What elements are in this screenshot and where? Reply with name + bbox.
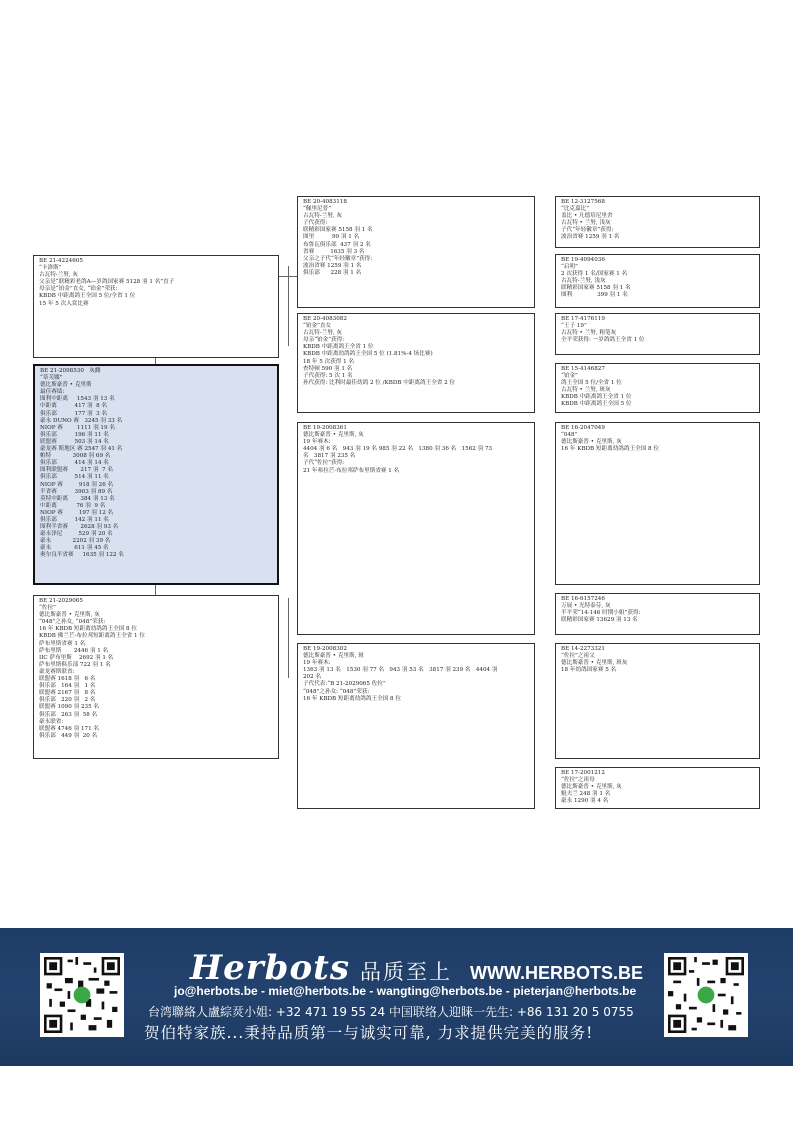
- pedigree-dsd-box: [555, 593, 760, 635]
- pedigree-line: 德比斯豪普 • 克里斯, 灰: [39, 612, 100, 619]
- pedigree-line: 图利 399 羽 1 名: [561, 292, 628, 299]
- pedigree-line: 图里 99 羽 1 名: [303, 234, 360, 241]
- pedigree-line: BE 19-2008361: [303, 425, 347, 431]
- pedigree-line: “王子 19”: [561, 323, 587, 330]
- contact-phones: 台湾聯絡人盧綜烎小姐: +32 471 19 55 24 中国联络人迎睐一先生: +86 131 20 5 0755: [148, 1005, 634, 1019]
- website-link[interactable]: WWW.HERBOTS.BE: [469, 963, 643, 983]
- pedigree-line: 波治省赛 1259 羽 1 名: [561, 234, 620, 241]
- pedigree-line: BE 12-3127568: [561, 199, 605, 205]
- pedigree-line: 萨布里斯省赛 1 名: [39, 640, 86, 647]
- pedigree-line: 联盟赛 1618 羽 6 名: [39, 676, 96, 683]
- pedigree-line: “佐拉”之祖母: [561, 777, 595, 784]
- pedigree-sire-box: [33, 255, 279, 358]
- pedigree-line: 俱乐部 164 羽 1 名: [39, 683, 96, 690]
- pedigree-line: KBDB 中距离幼鸽鸽王全国 5 位 (1.81%-4 场比赛): [303, 351, 433, 358]
- pedigree-line: “卡洛斯”: [39, 265, 62, 272]
- pedigree-line: 中距离 417 羽 8 名: [40, 403, 108, 410]
- pedigree-line: 子代获得: 5 次 1 名: [303, 372, 353, 379]
- pedigree-line: 2 次获得 1 名/国家赛 1 名: [561, 271, 628, 278]
- pedigree-line: BE 21-2098530 灰雌: [40, 368, 101, 374]
- pedigree-dss-box: [555, 422, 760, 585]
- pedigree-line: BE 19-2008302: [303, 646, 347, 652]
- pedigree-line: “启明”: [561, 264, 578, 271]
- pedigree-line: 子代“年轻徽章”获得:: [561, 227, 614, 234]
- pedigree-line: KBDB 中距离鸽王全省 1 位: [303, 344, 374, 351]
- pedigree-line: 波治省赛 1259 羽 1 名: [303, 262, 362, 269]
- pedigree-line: “048”之孙女, “048”荣获:: [39, 619, 106, 626]
- pedigree-sire-dam-box: [297, 313, 535, 413]
- pedigree-line: 古瓦特 • 兰努, 粗笔灰: [561, 330, 617, 337]
- qr-pattern-left: [44, 957, 120, 1033]
- pedigree-dam-sire-box: [297, 422, 535, 635]
- pedigree-ssd-box: [555, 254, 760, 308]
- pedigree-line: 俱乐部 263 羽 58 名: [39, 711, 98, 718]
- pedigree-line: “048”之孙女: “048”荣获:: [303, 688, 370, 695]
- pedigree-line: 孙代获得: 比利时最佳幼鸽 2 位 /KBDB 中距离鸽王全省 2 位: [303, 379, 456, 386]
- pedigree-line: 万展 • 光特泰芬, 灰: [561, 603, 611, 610]
- pedigree-line: BE 17-4176119: [561, 316, 605, 322]
- pedigree-line: 俱乐部 228 羽 1 名: [303, 269, 362, 276]
- pedigree-line: NIOP 赛 918 羽 26 名: [40, 481, 114, 488]
- pedigree-line: BE 21-2029065: [39, 598, 83, 604]
- pedigree-line: 最佳赛绩:: [40, 389, 65, 396]
- pedigree-line: 202 名: [303, 674, 322, 681]
- brand-row: [190, 948, 643, 988]
- pedigree-line: 古瓦特 • 兰努, 浅灰: [561, 220, 611, 227]
- pedigree-line: 古瓦特-兰努, 浅灰: [561, 278, 606, 285]
- pedigree-line: BE 17-2001212: [561, 770, 605, 776]
- pedigree-line: NIOP 赛 1111 羽 19 名: [40, 424, 115, 431]
- pedigree-line: KBDB 中距离鸽王全国 5 位/全省 1 位: [39, 293, 136, 300]
- pedigree-line: 半平荣“14-146 时期小姐”获得:: [561, 610, 641, 617]
- pedigree-line: 省赛 1635 羽 3 名: [303, 248, 365, 255]
- pedigree-line: 德比斯豪普 • 克里斯, 灰: [303, 432, 364, 439]
- pedigree-line: BE 15-4146827: [561, 366, 605, 372]
- pedigree-line: 子代获得:: [303, 220, 328, 227]
- connector-dam-vertical: [288, 598, 289, 678]
- pedigree-line: 豪永联省:: [39, 718, 64, 725]
- pedigree-line: 德比斯豪普 • 克里斯: [40, 382, 92, 389]
- pedigree-line: IIC 萨布里斯 2692 羽 1 名: [39, 654, 114, 661]
- connector-sire-vertical: [288, 266, 289, 346]
- pedigree-dam-box: [33, 595, 279, 759]
- pedigree-sire-sire-box: [297, 196, 535, 308]
- pedigree-line: 联盟赛 1090 羽 235 名: [39, 704, 99, 711]
- pedigree-line: 古瓦特 • 兰努, 斑灰: [561, 387, 611, 394]
- pedigree-line: BE 20-4083118: [303, 199, 347, 205]
- herbots-logo: Herbots: [190, 948, 350, 988]
- pedigree-line: 16 年 KBDB 短距离幼鸽鸽王全国 8 位: [303, 695, 401, 702]
- footer-tagline: 贺伯特家族...秉持品质第一与诚实可靠, 力求提供完美的服务!: [144, 1024, 594, 1042]
- pedigree-line: 父亲是“联精彩老鸽A—岁鸽国家赛 5128 羽 1 名”直子: [39, 279, 175, 286]
- pedigree-line: 萨布里斯 2446 羽 1 名: [39, 647, 109, 654]
- pedigree-line: 古瓦特-兰努, 灰: [303, 213, 343, 220]
- pedigree-line: 子代“佐拉”获得:: [303, 460, 345, 467]
- pedigree-sds-box: [555, 313, 760, 355]
- pedigree-line: 图利联盟赛 217 羽 7 名: [40, 467, 113, 474]
- pedigree-line: 俱乐部 220 羽 2 名: [39, 697, 96, 704]
- pedigree-line: 母亲是“铂金”直女, “铂金”荣获:: [39, 286, 118, 293]
- pedigree-line: 德比斯豪普 • 克里斯, 灰: [561, 439, 622, 446]
- pedigree-line: “比克嘉比”: [561, 206, 590, 213]
- pedigree-line: 豪永 611 羽 45 名: [40, 545, 109, 552]
- pedigree-line: 联精彩国家赛 5158 羽 1 名: [561, 285, 631, 292]
- pedigree-dds-box: [555, 643, 760, 759]
- pedigree-line: “佩里尼普”: [303, 206, 332, 213]
- pedigree-line: 豪龙赛斯联省:: [39, 668, 75, 675]
- pedigree-line: KBDB 中距离鸽王全国 5 位: [561, 401, 632, 408]
- pedigree-line: 帕特 3008 羽 69 名: [40, 453, 111, 460]
- pedigree-line: 查特顿 590 羽 1 名: [303, 365, 353, 372]
- wechat-icon: [698, 987, 715, 1004]
- pedigree-line: 德比斯豪普 • 克里斯, 灰: [561, 784, 622, 791]
- pedigree-line: 18 年 5 次获得 1 名: [303, 358, 355, 365]
- pedigree-line: NIOP 赛 197 羽 12 名: [40, 509, 114, 516]
- pedigree-line: BE 20-4083082: [303, 316, 347, 322]
- pedigree-line: 父亲之子代“年轻徽章”获得:: [303, 255, 373, 262]
- pedigree-line: 中距离 76 羽 9 名: [40, 502, 106, 509]
- pedigree-line: 联精彩国家赛 13629 羽 13 名: [561, 617, 638, 624]
- pedigree-line: 古瓦特-兰努, 灰: [303, 330, 343, 337]
- pedigree-line: 联盟赛 4746 羽 171 名: [39, 725, 99, 732]
- pedigree-line: 俱乐部 414 羽 14 名: [40, 460, 109, 467]
- qr-code-right[interactable]: [664, 953, 748, 1037]
- pedigree-line: 俱乐部 514 羽 11 名: [40, 474, 109, 481]
- pedigree-sss-box: [555, 196, 760, 248]
- pedigree-line: BE 16-2047049: [561, 425, 605, 431]
- pedigree-line: KBDB 佛兰芒-布拉邦短距离鸽王全省 1 位: [39, 633, 145, 640]
- pedigree-line: “佐拉”之祖父: [561, 653, 595, 660]
- brand-slogan: 品质至上: [359, 960, 452, 984]
- contact-emails[interactable]: jo@herbots.be - miet@herbots.be - wangting@herbots.be - pieterjan@herbots.be: [174, 984, 637, 998]
- pedigree-line: 豪龙赛 斯地区 赛 2547 羽 41 名: [40, 446, 123, 453]
- pedigree-line: 德比斯豪普 • 克里斯, 斑灰: [561, 660, 628, 667]
- pedigree-line: 15 年 5 次入赏比赛: [39, 300, 89, 307]
- pedigree-ddd-box: [555, 767, 760, 809]
- qr-pattern-right: [668, 957, 744, 1033]
- pedigree-line: 18 年幼鸽国家赛 5 名: [561, 667, 617, 674]
- pedigree-line: 俱乐部 142 羽 11 名: [40, 516, 109, 523]
- pedigree-line: 全平荣获得: 一岁鸽鸽王全省 1 位: [561, 337, 645, 344]
- pedigree-line: 鸽王全国 5 位/全省 1 位: [561, 380, 622, 387]
- pedigree-line: 联精彩国家赛 5158 羽 1 名: [303, 227, 373, 234]
- pedigree-line: “铂金”直女: [303, 323, 332, 330]
- pedigree-line: BE 16-6157246: [561, 596, 605, 602]
- pedigree-line: 豪永 DUNO 赛 3245 羽 33 名: [40, 417, 123, 424]
- pedigree-subject-box: [33, 364, 279, 585]
- pedigree-line: 名 3817 羽 235 名: [303, 453, 356, 460]
- pedigree-line: 母亲“铂金”获得:: [303, 337, 345, 344]
- pedigree-line: 萨布里斯俱乐部 722 羽 1 名: [39, 661, 111, 668]
- pedigree-line: 图利半省赛 2628 羽 93 名: [40, 524, 119, 531]
- pedigree-line: 布鲁瓦俱乐部 437 羽 2 名: [303, 241, 371, 248]
- pedigree-line: 盖比 • 凡德培尼里舍: [561, 213, 613, 220]
- footer-banner: [0, 928, 793, 1066]
- pedigree-line: 19 年赛木:: [303, 439, 331, 446]
- pedigree-line: KBDB 中距离鸽王全省 1 位: [561, 394, 632, 401]
- pedigree-line: 德比斯豪普 • 克里斯, 斑: [303, 653, 364, 660]
- pedigree-line: 半省赛 3903 羽 89 名: [40, 488, 113, 495]
- pedigree-line: “佐拉”: [39, 605, 56, 612]
- pedigree-line: 图利中距离 1543 羽 13 名: [40, 396, 115, 403]
- pedigree-line: 俱乐部 449 羽 20 名: [39, 732, 98, 739]
- pedigree-line: “蒂芙娜”: [40, 375, 63, 382]
- pedigree-line: 19 年赛木:: [303, 660, 331, 667]
- pedigree-line: 1363 羽 13 名 1530 羽 77 名 943 羽 53 名 3817 羽 239 名 4404 羽: [303, 667, 498, 674]
- pedigree-line: 莫特中距离 384 羽 13 名: [40, 495, 115, 502]
- pedigree-sdd-box: [555, 363, 760, 413]
- pedigree-line: 魁夫兰 248 羽 1 名: [561, 791, 611, 798]
- pedigree-line: BE 21-4224605: [39, 258, 83, 264]
- pedigree-line: 联盟赛 503 羽 14 名: [40, 438, 109, 445]
- pedigree-line: 4404 羽 6 名 943 羽 19 名 985 羽 22 名 1380 羽 36 名 1562 羽 73: [303, 446, 493, 453]
- pedigree-line: “铂金”: [561, 373, 578, 380]
- pedigree-line: 奥尔良半省赛 1635 羽 122 名: [40, 552, 124, 559]
- pedigree-dam-dam-box: [297, 643, 535, 809]
- line-icon: [74, 987, 91, 1004]
- pedigree-line: 16 年 KBDB 短距离幼鸽鸽王全国 8 位: [561, 446, 659, 453]
- pedigree-line: 豪永 1290 羽 4 名: [561, 798, 609, 805]
- qr-code-left[interactable]: [40, 953, 124, 1037]
- pedigree-line: 子代代表:“B 21-2029065 佐拉”: [303, 681, 386, 688]
- pedigree-line: 16 年 KBDB 短距离幼鸽鸽王全国 8 位: [39, 626, 137, 633]
- pedigree-line: BE 14-2273321: [561, 646, 605, 652]
- pedigree-line: 古瓦特-兰努, 灰: [39, 272, 79, 279]
- pedigree-line: 俱乐部 177 羽 3 名: [40, 410, 108, 417]
- pedigree-line: 豪永泽尼 529 羽 20 名: [40, 531, 113, 538]
- pedigree-line: 豪永 2202 羽 39 名: [40, 538, 111, 545]
- pedigree-line: “048”: [561, 432, 578, 439]
- pedigree-line: BE 19-4094036: [561, 257, 605, 263]
- pedigree-line: 联盟赛 2167 羽 8 名: [39, 690, 96, 697]
- pedigree-line: 俱乐部 196 羽 11 名: [40, 431, 109, 438]
- pedigree-line: 21 年弗拉芒-布拉邦萨布里斯省赛 1 名: [303, 467, 400, 474]
